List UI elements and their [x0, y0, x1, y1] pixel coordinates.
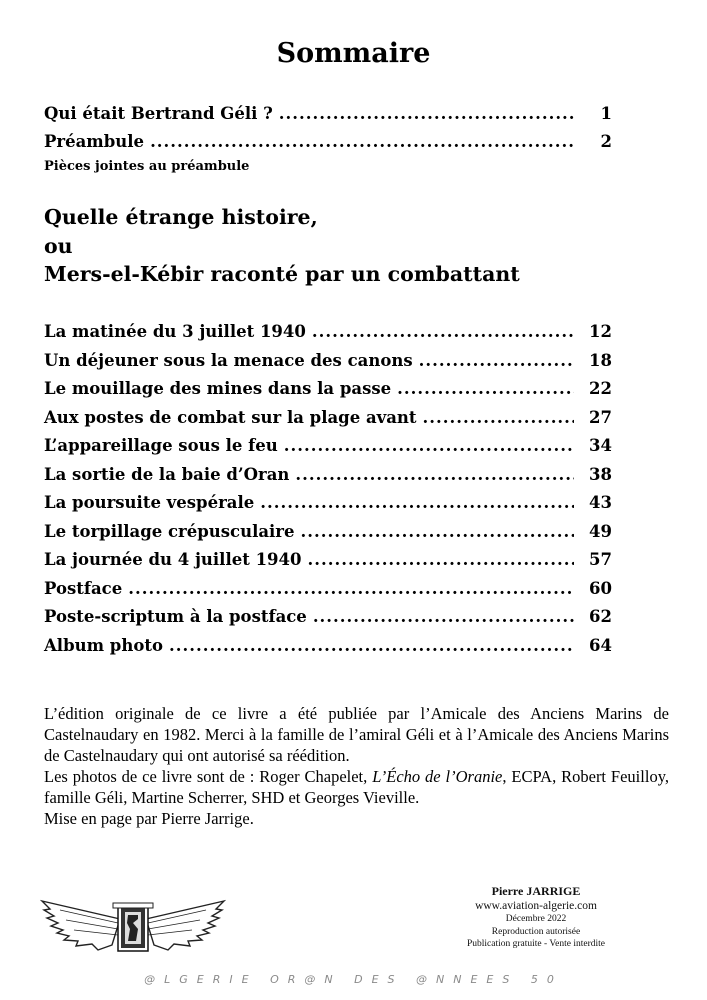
- edition-notes: [44, 703, 669, 829]
- toc-entry: [44, 408, 612, 432]
- toc-entry-label: Préambule: [44, 132, 145, 151]
- dot-leader: [423, 408, 574, 427]
- toc-entry: [44, 636, 612, 660]
- toc-entry-label: La matinée du 3 juillet 1940: [44, 322, 306, 341]
- dot-leader: [312, 322, 574, 341]
- layout-credit: Mise en page par Pierre Jarrige.: [44, 809, 254, 828]
- toc-entry-page: 62: [589, 607, 612, 626]
- toc-entry-page: 64: [589, 636, 612, 655]
- book-title-line: Quelle étrange histoire,: [44, 205, 318, 229]
- toc-entry: [44, 465, 612, 489]
- toc-entry-label: Postface: [44, 579, 123, 598]
- toc-entry-page: 57: [589, 550, 612, 569]
- toc-entry-label: Le torpillage crépusculaire: [44, 522, 295, 541]
- dot-leader: [397, 379, 574, 398]
- dot-leader: [301, 522, 575, 541]
- toc-entry: [44, 607, 612, 631]
- toc-entry-page: 49: [589, 522, 612, 541]
- toc-entry-label: La sortie de la baie d’Oran: [44, 465, 290, 484]
- toc-entry-label: Aux postes de combat sur la plage avant: [44, 408, 417, 427]
- toc-entry-page: 34: [589, 436, 612, 455]
- page-title: Sommaire: [276, 38, 431, 69]
- toc-entry-label: L’appareillage sous le feu: [44, 436, 278, 455]
- page-footer: @LGERIE OR@N DES @NNEES 50: [144, 973, 563, 986]
- toc-entry-page: 38: [589, 465, 612, 484]
- dot-leader: [295, 465, 574, 484]
- toc-entry-page: 12: [589, 322, 612, 341]
- toc-sub-entry: Pièces jointes au préambule: [44, 159, 250, 174]
- toc-entry-page: 2: [600, 132, 612, 151]
- toc-entry: [44, 104, 612, 128]
- toc-entry-label: Qui était Bertrand Géli ?: [44, 104, 273, 123]
- toc-entry: [44, 436, 612, 460]
- dot-leader: [150, 132, 574, 151]
- dot-leader: [128, 579, 574, 598]
- author-name: Pierre JARRIGE: [491, 884, 581, 898]
- toc-entry-label: Poste-scriptum à la postface: [44, 607, 307, 626]
- reproduction-note: Reproduction autorisée: [491, 926, 581, 937]
- toc-entry-label: La poursuite vespérale: [44, 493, 255, 512]
- toc-entry-page: 22: [589, 379, 612, 398]
- dot-leader: [308, 550, 575, 569]
- toc-entry: [44, 493, 612, 517]
- dot-leader: [313, 607, 574, 626]
- book-title-line: ou: [44, 234, 73, 258]
- toc-entry: [44, 351, 612, 375]
- toc-entry-page: 60: [589, 579, 612, 598]
- dot-leader: [284, 436, 574, 455]
- winged-badge-icon: [40, 893, 226, 961]
- toc-entry: [44, 322, 612, 346]
- photos-credit-source: L’Écho de l’Oranie: [372, 767, 503, 786]
- dot-leader: [419, 351, 574, 370]
- toc-entry: [44, 550, 612, 574]
- toc-entry-page: 43: [589, 493, 612, 512]
- publication-note: Publication gratuite - Vente interdite: [466, 939, 606, 949]
- author-credits: [446, 884, 626, 951]
- toc-entry-page: 1: [600, 104, 612, 123]
- toc-entry-label: Un déjeuner sous la menace des canons: [44, 351, 413, 370]
- dot-leader: [279, 104, 574, 123]
- photos-paragraph: [44, 766, 669, 808]
- photos-credit-end: , ECPA, Robert Feuilloy, famille Géli, Martine Scherrer, SHD et Georges Vieville.: [44, 767, 669, 807]
- toc-entry-page: 18: [589, 351, 612, 370]
- website-link[interactable]: www.aviation-algerie.com: [475, 900, 597, 912]
- toc-entry-label: Le mouillage des mines dans la passe: [44, 379, 392, 398]
- toc-entry-page: 27: [589, 408, 612, 427]
- edition-paragraph: L’édition originale de ce livre a été publiée par l’Amicale des Anciens Marins de Castelnaudary en 1982. Merci à la famille de l’amiral Géli et à l’Amicale des Anciens Marins de Castelnaudary qui ont autorisé sa réédition.: [44, 704, 669, 765]
- dot-leader: [260, 493, 574, 512]
- toc-entry: [44, 132, 612, 156]
- toc-entry-label: Album photo: [44, 636, 163, 655]
- toc-entry: [44, 579, 612, 603]
- toc-entry-label: La journée du 4 juillet 1940: [44, 550, 302, 569]
- book-title-line: Mers-el-Kébir raconté par un combattant: [44, 262, 520, 286]
- dot-leader: [169, 636, 574, 655]
- publication-date: Décembre 2022: [505, 914, 567, 924]
- photos-credit-start: Les photos de ce livre sont de : Roger Chapelet,: [44, 767, 373, 786]
- toc-entry: [44, 522, 612, 546]
- toc-entry: [44, 379, 612, 403]
